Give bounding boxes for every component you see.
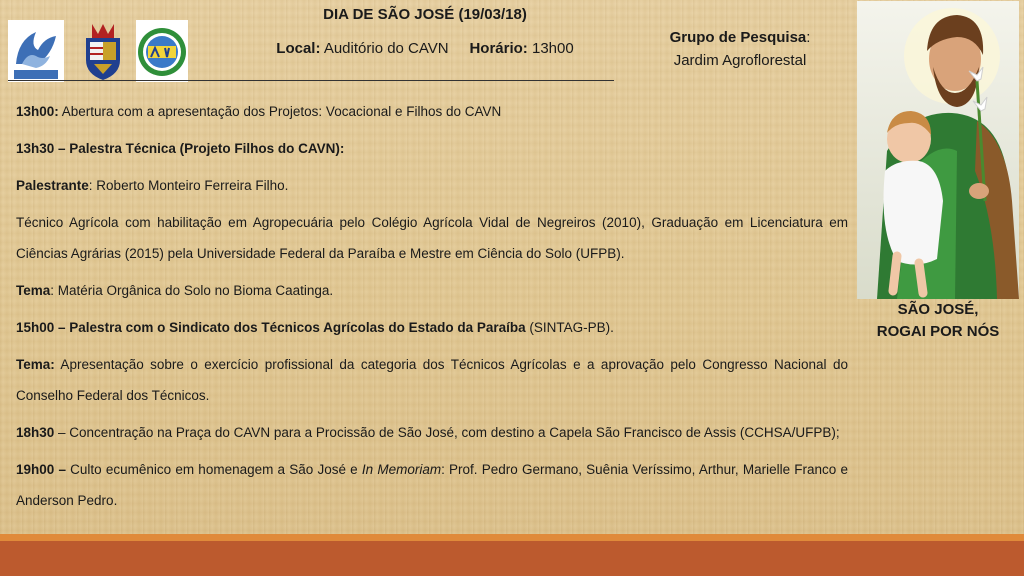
- sintag-title: 15h00 – Palestra com o Sindicato dos Técnicos Agrícolas do Estado da Paraíba: [16, 320, 526, 335]
- saint-caption: [857, 299, 1019, 343]
- schedule-content: [16, 96, 848, 516]
- horario-label: Horário:: [469, 40, 528, 57]
- cchsa-logo: [8, 20, 64, 82]
- event-title: DIA DE SÃO JOSÉ (19/03/18): [323, 6, 527, 23]
- speaker-label: Palestrante: [16, 178, 89, 193]
- cavn-logo: [136, 20, 188, 82]
- header-divider: [8, 80, 614, 81]
- schedule-item-opening: [16, 96, 848, 127]
- theme-text: Apresentação sobre o exercício profissional da categoria dos Técnicos Agrícolas e a aprovação pelo Congresso Nacional do Conselho Federal dos Técnicos.: [16, 357, 848, 403]
- in-memoriam: In Memoriam: [361, 462, 442, 477]
- speaker-name: : Roberto Monteiro Ferreira Filho.: [88, 178, 289, 193]
- item-text: – Concentração na Praça do CAVN para a Procissão de São José, com destino a Capela São Francisco de Assis (CCHSA/UFPB);: [54, 425, 840, 440]
- horario-value: 13h00: [531, 40, 574, 57]
- schedule-item-worship: [16, 454, 848, 516]
- speaker-bio: Técnico Agrícola com habilitação em Agropecuária pelo Colégio Agrícola Vidal de Negreiros (2010), Graduação em Licenciatura em Ciências Agrárias (2015) pela Universidade Federal da Paraíba e Mestre em Ciência do Solo (UFPB).: [16, 215, 848, 261]
- theme-text: : Matéria Orgânica do Solo no Bioma Caatinga.: [50, 283, 334, 298]
- time-label: 18h30: [16, 425, 55, 440]
- schedule-item-lecture: 13h30 – Palestra Técnica (Projeto Filhos do CAVN):: [16, 141, 345, 156]
- grupo-label: Grupo de Pesquisa: [669, 29, 807, 46]
- grupo-value: Jardim Agroflorestal: [673, 52, 807, 69]
- research-group: [648, 26, 832, 72]
- item-text-b: : Prof. Pedro Germano, Suênia Veríssimo, Arthur, Marielle Franco e Anderson Pedro.: [16, 462, 848, 508]
- schedule-item-sintag: [16, 312, 848, 343]
- venue-time-line: [250, 40, 600, 57]
- grupo-colon: :: [806, 29, 811, 46]
- caption-line-1: SÃO JOSÉ,: [897, 301, 979, 318]
- footer-bar-light: [0, 534, 1024, 541]
- local-value: Auditório do CAVN: [323, 40, 449, 57]
- item-text-a: Culto ecumênico em homenagem a São José e: [65, 462, 362, 477]
- schedule-item-procession: [16, 417, 848, 448]
- time-label: 19h00 –: [16, 462, 66, 477]
- time-label: 13h00:: [16, 104, 59, 119]
- speaker-line: [16, 170, 848, 201]
- theme-label: Tema:: [16, 357, 55, 372]
- item-text: Abertura com a apresentação dos Projetos: Vocacional e Filhos do CAVN: [58, 104, 502, 119]
- lecture-theme: [16, 275, 848, 306]
- sintag-abbr: (SINTAG-PB).: [525, 320, 614, 335]
- saint-joseph-image: [857, 1, 1019, 299]
- caption-line-2: ROGAI POR NÓS: [876, 323, 1000, 340]
- ufpb-logo: [78, 20, 128, 82]
- local-label: Local:: [276, 40, 321, 57]
- footer-bar-dark: [0, 541, 1024, 576]
- theme-label: Tema: [16, 283, 51, 298]
- sintag-theme: [16, 349, 848, 411]
